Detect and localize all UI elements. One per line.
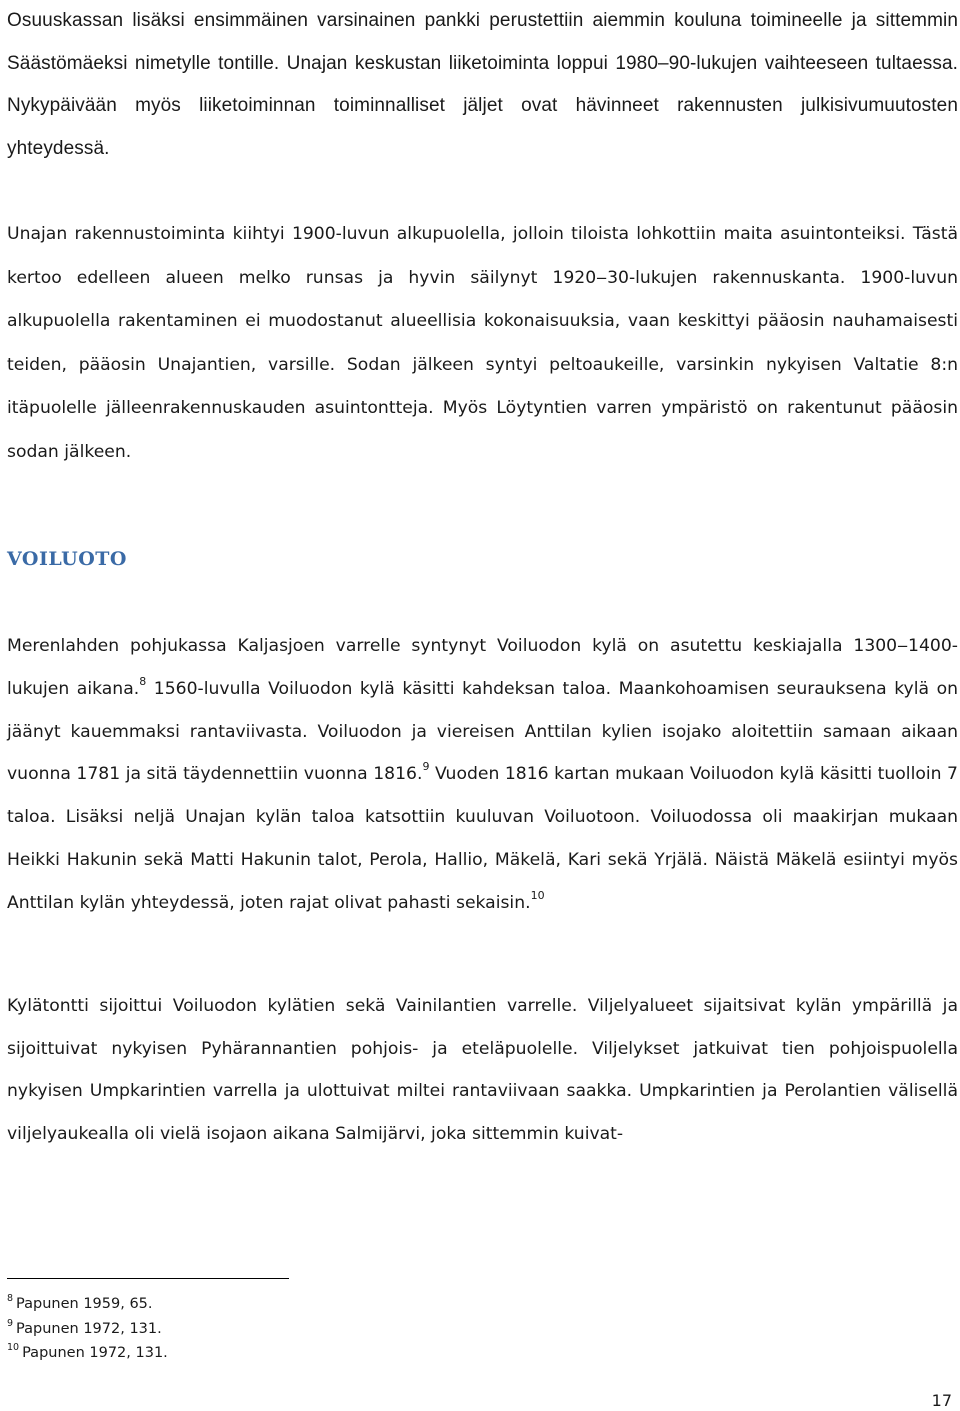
paragraph-text: 1560-luvulla Voiluodon kylä käsitti kahdeksan taloa. Maankohoamisen seurauksena kylä on jäänyt kauemmaksi rantaviivasta. Voiluodon ja viereisen Anttilan kylien isojako aloitettiin samaan aikaan vuonna 1781 ja sitä täydennettiin vuonna 1816. xyxy=(7,678,959,785)
footnote-number: 10 xyxy=(7,1342,20,1353)
paragraph-village-layout: Kylätontti sijoittui Voiluodon kylätien sekä Vainilantien varrelle. Viljelyalueet sijaitsivat kylän ympärillä ja sijoittuivat nykyisen Pyhärannantien pohjois- ja eteläpuolelle. Viljelykset jatkuivat tien pohjoispuolella nykyisen Umpkarintien varrella ja ulottuivat miltei rantaviivaan saakka. Umpkarintien ja Perolantien välisellä viljelyaukealla oli vielä isojaon aikana Salmijärvi, joka sittemmin kuivat- xyxy=(7,996,958,1144)
footnote-number: 9 xyxy=(7,1317,14,1329)
footnote-number: 8 xyxy=(7,1293,14,1304)
footnote xyxy=(7,1292,168,1317)
paragraph-unaja-construction: Unajan rakennustoiminta kiihtyi 1900-luvun alkupuolella, jolloin tiloista lohkottiin maita asuintonteiksi. Tästä kertoo edelleen alueen melko runsas ja hyvin säilynyt 1920‒30-lukujen rakennuskanta. 1900-luvun alkupuolella rakentaminen ei muodostanut alueellisia kokonaisuuksia, vaan keskittyi pääosin nauhamaisesti teiden, pääosin Unajantien, varsille. Sodan jälkeen syntyi peltoaukeille, varsinkin nykyisen Valtatie 8:n itäpuolelle jälleenrakennuskauden asuintontteja. Myös Löytyntien varren ympäristö on rakentunut pääosin sodan jälkeen. xyxy=(7,224,958,462)
footnote-separator xyxy=(7,1278,289,1279)
footnote xyxy=(7,1317,168,1342)
footnote-text: Papunen 1972, 131. xyxy=(22,1345,168,1361)
footnote-text: Papunen 1959, 65. xyxy=(16,1296,153,1312)
footnote-reference: 10 xyxy=(530,888,545,902)
paragraph-voiluoto-history xyxy=(7,625,958,925)
section-heading-voiluoto: VOILUOTO xyxy=(7,548,127,570)
footnote xyxy=(7,1341,168,1366)
paragraph-text: Vuoden 1816 kartan mukaan Voiluodon kylä käsitti tuolloin 7 taloa. Lisäksi neljä Unajan kylän taloa katsottiin kuuluvan Voiluotoon. Voiluodossa oli maakirjan mukaan Heikki Hakunin sekä Matti Hakunin talot, Perola, Hallio, Mäkelä, Kari sekä Yrjälä. Näistä Mäkelä esiintyi myös Anttilan kylän yhteydessä, joten rajat olivat pahasti sekaisin. xyxy=(7,764,958,913)
paragraph-text: Merenlahden pohjukassa Kaljasjoen varrelle syntynyt Voiluodon kylä on asutettu keskiajalla 1300‒1400-lukujen aikana. xyxy=(7,636,958,699)
footnotes xyxy=(7,1292,168,1366)
footnote-reference: 8 xyxy=(139,674,147,688)
footnote-reference: 9 xyxy=(422,760,430,774)
footnote-text: Papunen 1972, 131. xyxy=(16,1320,162,1337)
paragraph-bank-history: Osuuskassan lisäksi ensimmäinen varsinainen pankki perustettiin aiemmin kouluna toimineelle ja sittemmin Säästömäeksi nimetylle tontille. Unajan keskustan liiketoiminta loppui 1980‒90-lukujen vaihteeseen tultaessa. Nykypäivään myös liiketoiminnan toiminnalliset jäljet ovat hävinneet rakennusten julkisivumuutosten yhteydessä. xyxy=(7,10,958,159)
page-number: 17 xyxy=(931,1391,952,1410)
